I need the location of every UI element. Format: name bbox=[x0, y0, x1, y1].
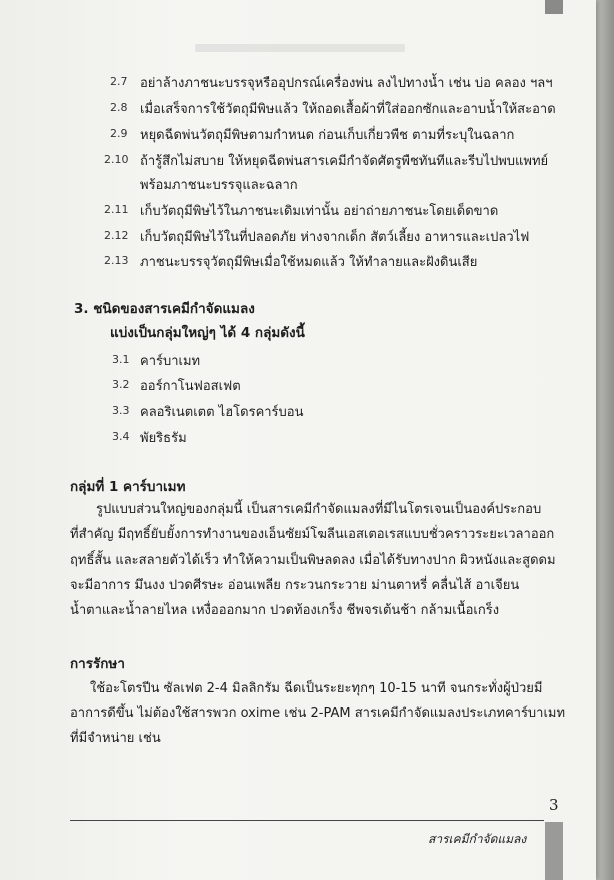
list-item-text: ออร์กาโนฟอสเฟต bbox=[140, 379, 241, 394]
item-number: 2.12 bbox=[104, 229, 129, 242]
item-number: 2.10 bbox=[104, 153, 129, 166]
item-number: 2.13 bbox=[104, 254, 129, 267]
paragraph-line: น้ำตาและน้ำลายไหล เหงื่อออกมาก ปวดท้องเกร็ง ชีพจรเต้นช้า กล้ามเนื้อเกร็ง bbox=[70, 603, 500, 618]
page-tab-marker bbox=[545, 0, 563, 14]
item-number: 2.9 bbox=[110, 127, 128, 140]
footer-rule bbox=[70, 820, 544, 821]
list-item-text: ถ้ารู้สึกไม่สบาย ให้หยุดฉีดพ่นสารเคมีกำจัดศัตรูพืชทันทีและรีบไปพบแพทย์ bbox=[140, 154, 549, 169]
page-edge bbox=[596, 0, 614, 880]
paragraph-line: อาการดีขึ้น ไม่ต้องใช้สารพวก oxime เช่น 2-PAM สารเคมีกำจัดแมลงประเภทคาร์บาเมท bbox=[70, 706, 566, 721]
paragraph-line: รูปแบบส่วนใหญ่ของกลุ่มนี้ เป็นสารเคมีกำจัดแมลงที่มีไนโตรเจนเป็นองค์ประกอบ bbox=[96, 502, 542, 517]
list-item-text: เมื่อเสร็จการใช้วัตถุมีพิษแล้ว ให้ถอดเสื้อผ้าที่ใส่ออกซักและอาบน้ำให้สะอาด bbox=[140, 102, 556, 117]
paragraph-line: ที่มีจำหน่าย เช่น bbox=[70, 731, 161, 746]
running-title: สารเคมีกำจัดแมลง bbox=[428, 832, 527, 846]
list-item-text: คลอริเนตเตต ไฮโดรคาร์บอน bbox=[140, 405, 304, 420]
faded-header bbox=[195, 44, 405, 52]
list-item-text: หยุดฉีดพ่นวัตถุมีพิษตามกำหนด ก่อนเก็บเกี่ยวพืช ตามที่ระบุในฉลาก bbox=[140, 128, 515, 143]
list-item-text: เก็บวัตถุมีพิษไว้ในภาชนะเดิมเท่านั้น อย่าถ่ายภาชนะโดยเด็ดขาด bbox=[140, 204, 499, 219]
item-number: 3.3 bbox=[112, 404, 130, 417]
page-tab-marker bbox=[545, 822, 563, 880]
list-item-text: ภาชนะบรรจุวัตถุมีพิษเมื่อใช้หมดแล้ว ให้ทำลายและฝังดินเสีย bbox=[140, 255, 478, 270]
list-item-text: อย่าล้างภาชนะบรรจุหรืออุปกรณ์เครื่องพ่น ลงไปทางน้ำ เช่น บ่อ คลอง ฯลฯ bbox=[140, 76, 553, 91]
item-number: 2.11 bbox=[104, 203, 129, 216]
paragraph-line: ใช้อะโตรปีน ซัลเฟต 2-4 มิลลิกรัม ฉีดเป็นระยะทุกๆ 10-15 นาที จนกระทั่งผู้ป่วยมี bbox=[90, 681, 543, 696]
paragraph-line: ที่สำคัญ มีฤทธิ์ยับยั้งการทำงานของเอ็นซัยม์โฆลีนเอสเตอเรสแบบชั่วคราวระยะเวลาออก bbox=[70, 527, 555, 542]
paragraph-line: จะมีอาการ มึนงง ปวดศีรษะ อ่อนเพลีย กระวนกระวาย ม่านตาหรี่ คลื่นไส้ อาเจียน bbox=[70, 578, 520, 593]
item-number: 3.4 bbox=[112, 430, 130, 443]
group-heading: กลุ่มที่ 1 คาร์บาเมท bbox=[70, 479, 186, 495]
page-number: 3 bbox=[549, 796, 559, 814]
list-item-text-continued: พร้อมภาชนะบรรจุและฉลาก bbox=[140, 178, 298, 193]
item-number: 2.7 bbox=[110, 75, 128, 88]
paragraph-line: ฤทธิ์สั้น และสลายตัวได้เร็ว ทำให้ความเป็นพิษลดลง เมื่อได้รับทางปาก ผิวหนังและสูดดม bbox=[70, 553, 556, 568]
list-item-text: คาร์บาเมท bbox=[140, 354, 201, 369]
item-number: 3.2 bbox=[112, 378, 130, 391]
treatment-heading: การรักษา bbox=[70, 656, 125, 672]
list-item-text: พัยริธรัม bbox=[140, 431, 187, 446]
section-heading: 3. ชนิดของสารเคมีกำจัดแมลง bbox=[74, 301, 255, 317]
section-subheading: แบ่งเป็นกลุ่มใหญ่ๆ ได้ 4 กลุ่มดังนี้ bbox=[110, 325, 305, 341]
item-number: 2.8 bbox=[110, 101, 128, 114]
item-number: 3.1 bbox=[112, 353, 130, 366]
list-item-text: เก็บวัตถุมีพิษไว้ในที่ปลอดภัย ห่างจากเด็ก สัตว์เลี้ยง อาหารและเปลวไฟ bbox=[140, 230, 530, 245]
